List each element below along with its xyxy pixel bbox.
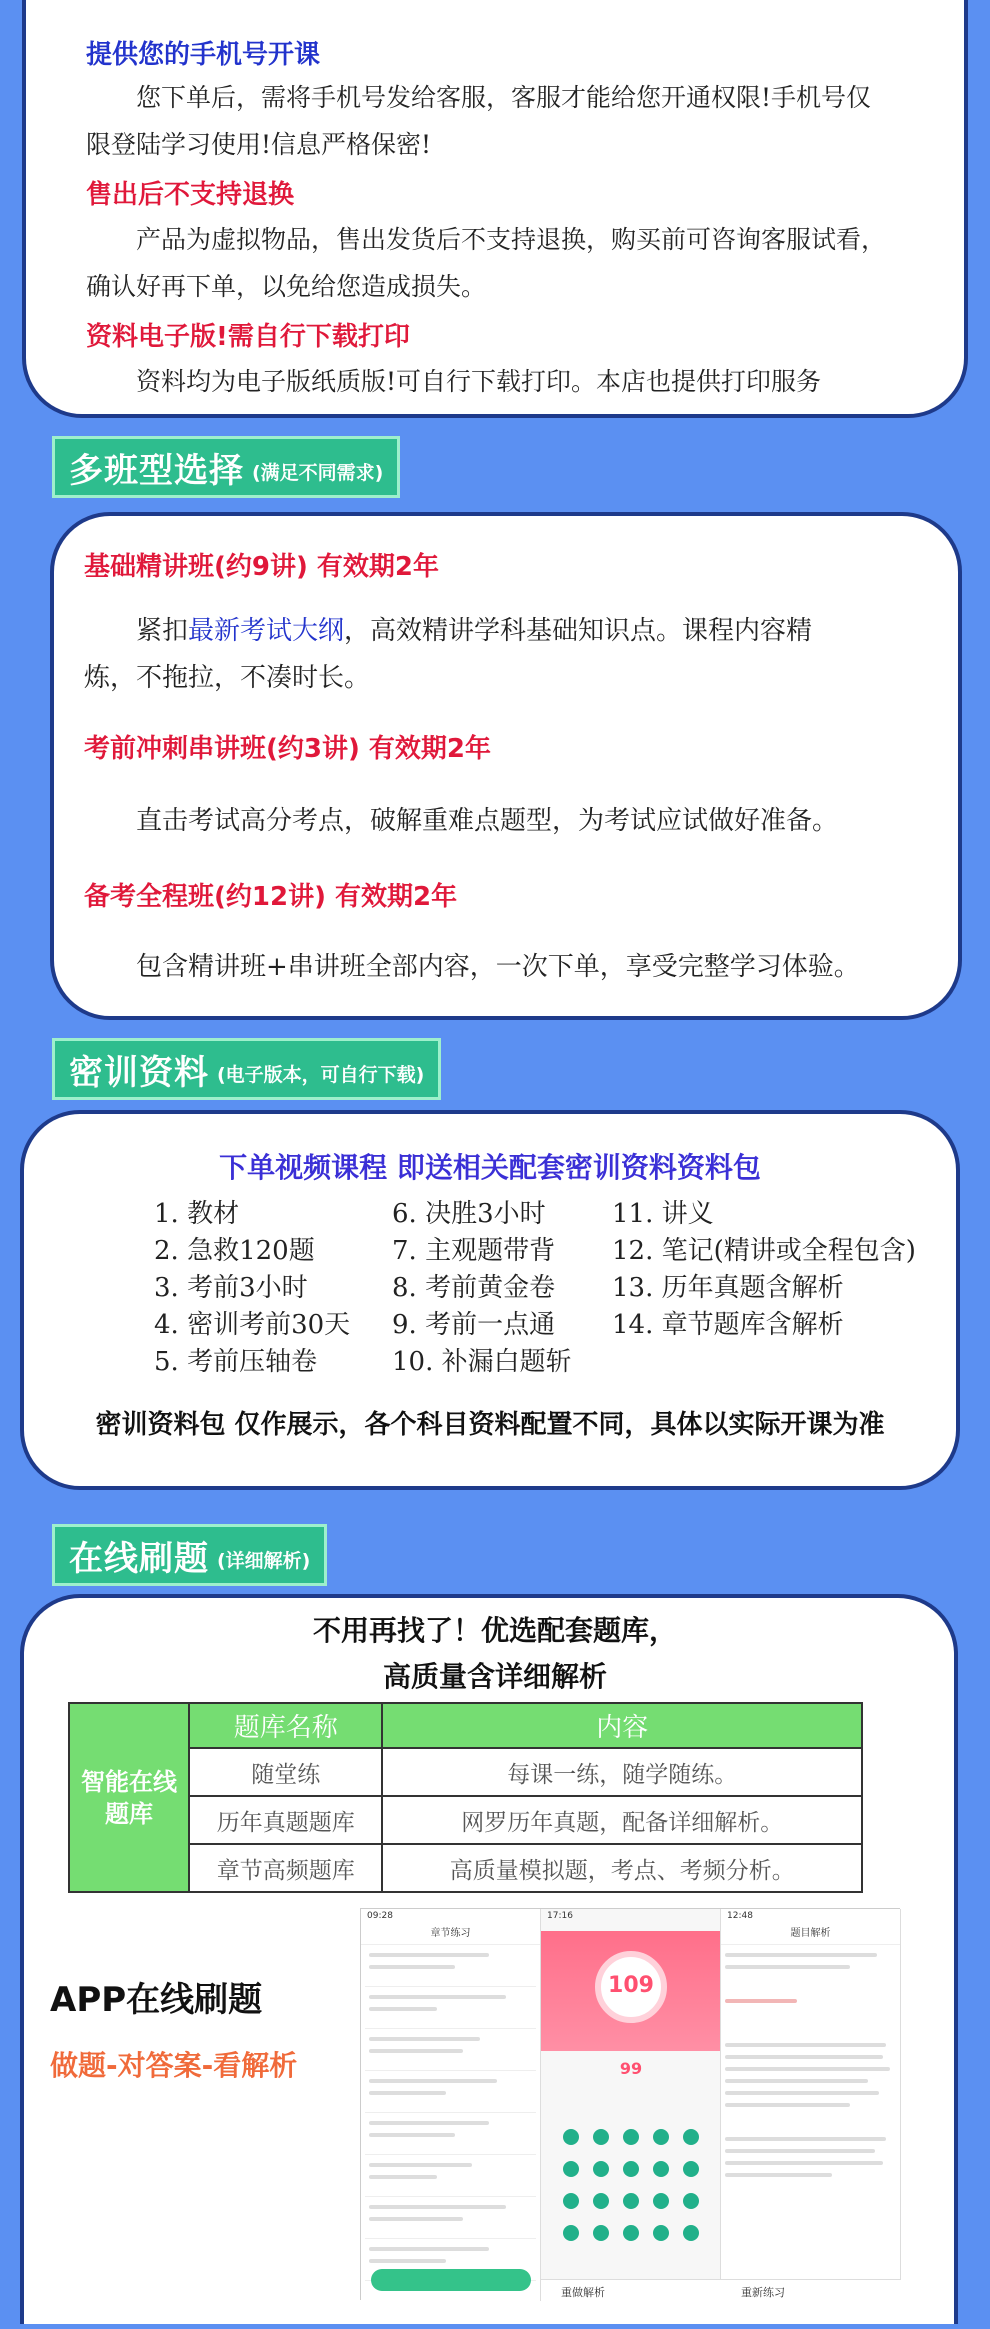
notice-text-refund-line1: 产品为虚拟物品，售出发货后不支持退换，购买前可咨询客服试看， [136,225,887,254]
table-cell-name: 章节高频题库 [189,1844,382,1892]
phone-footer-bar [541,2279,901,2301]
table-cell-content: 每课一练，随学随练。 [382,1748,862,1796]
materials-section-tag [52,1038,441,1100]
practice-headline-line2: 高质量含详细解析 [382,1660,607,1693]
materials-card [20,1110,960,1490]
classes-section-subtitle: (满足不同需求) [252,461,384,484]
material-item: 14. 章节题库含解析 [612,1310,844,1340]
phone2-time: 17:16 [547,1911,573,1921]
practice-section-tag [52,1524,327,1586]
app-subtitle: 做题-对答案-看解析 [50,2049,298,2082]
materials-col2 [392,1196,572,1381]
phone3-time: 12:48 [727,1911,753,1921]
class-basic-title: 基础精讲班(约9讲) 有效期2年 [84,552,439,582]
syllabus-link: 最新考试大纲 [188,616,345,646]
table-cell-name: 随堂练 [189,1748,382,1796]
materials-section-subtitle: (电子版本，可自行下载) [217,1063,425,1086]
material-item: 13. 历年真题含解析 [612,1273,844,1303]
table-header-name: 题库名称 [189,1703,382,1748]
retry-practice-button[interactable]: 重新练习 [741,2286,785,2299]
material-item: 8. 考前黄金卷 [392,1273,556,1303]
notice-text-phone [86,74,966,168]
materials-headline: 下单视频课程 即送相关配套密训资料资料包 [219,1151,761,1184]
score-percent: 99 [619,2059,643,2078]
table-cell-content: 高质量模拟题，考点、考频分析。 [382,1844,862,1892]
class-basic-desc [84,608,954,702]
notice-text-refund [86,216,966,310]
app-screenshots [360,1908,900,2300]
material-item: 4. 密训考前30天 [154,1310,351,1340]
notice-card [22,0,968,418]
materials-section-title: 密训资料 [69,1052,209,1093]
class-basic-desc-line2: 炼，不拖拉，不凑时长。 [84,663,371,693]
material-item: 5. 考前压轴卷 [154,1347,318,1377]
material-item: 10. 补漏白题斩 [392,1347,572,1377]
notice-text-refund-line2: 确认好再下单，以免给您造成损失。 [86,272,487,301]
notice-heading-print: 资料电子版!需自行下载打印 [86,322,410,352]
notice-heading-refund: 售出后不支持退换 [86,180,295,210]
materials-col3 [612,1196,916,1344]
material-item: 3. 考前3小时 [154,1273,308,1303]
phone-analysis [721,1909,901,2301]
notice-text-phone-line2: 限登陆学习使用!信息严格保密! [86,130,432,159]
table-side-label: 智能在线题库 [69,1703,189,1892]
phone1-title: 章节练习 [361,1923,540,1945]
material-item: 9. 考前一点通 [392,1310,556,1340]
app-title: APP在线刷题 [50,1980,263,2020]
practice-headline [0,1608,990,1700]
material-item: 6. 决胜3小时 [392,1199,546,1229]
material-item: 12. 笔记(精讲或全程包含) [612,1236,916,1266]
class-basic-desc-post: ，高效精讲学科基础知识点。课程内容精 [344,616,813,646]
notice-text-phone-line1: 您下单后，需将手机号发给客服，客服才能给您开通权限!手机号仅 [136,83,872,112]
practice-headline-line1: 不用再找了！优选配套题库， [312,1614,677,1647]
material-item: 7. 主观题带背 [392,1236,556,1266]
class-sprint-title: 考前冲刺串讲班(约3讲) 有效期2年 [84,734,491,764]
redo-analysis-button[interactable]: 重做解析 [561,2286,605,2299]
materials-footer: 密训资料包 仅作展示，各个科目资料配置不同，具体以实际开课为准 [95,1410,885,1440]
phone1-time: 09:28 [367,1911,393,1921]
phone-score [541,1909,721,2301]
class-full-title: 备考全程班(约12讲) 有效期2年 [84,882,458,912]
score-value: 109 [608,1973,654,1998]
class-basic-desc-pre: 紧扣 [136,616,189,646]
practice-section-subtitle: (详细解析) [217,1549,311,1572]
phone-chapter-practice [361,1909,541,2301]
material-item: 11. 讲义 [612,1199,714,1229]
practice-section-title: 在线刷题 [69,1538,209,1579]
question-bank-table [68,1702,863,1893]
notice-heading-phone: 提供您的手机号开课 [86,40,321,70]
classes-card [50,512,962,1020]
classes-section-title: 多班型选择 [69,450,244,491]
table-cell-name: 历年真题题库 [189,1796,382,1844]
phone1-start-button[interactable] [371,2269,531,2291]
class-full-desc: 包含精讲班+串讲班全部内容，一次下单，享受完整学习体验。 [136,952,860,982]
notice-text-print: 资料均为电子版纸质版!可自行下载打印。本店也提供打印服务 [136,367,822,396]
class-sprint-desc: 直击考试高分考点，破解重难点题型，为考试应试做好准备。 [136,806,839,836]
classes-section-tag [52,436,400,498]
phone3-title: 题目解析 [721,1923,900,1945]
material-item: 1. 教材 [154,1199,240,1229]
materials-col1 [154,1196,350,1381]
material-item: 2. 急救120题 [154,1236,315,1266]
table-cell-content: 网罗历年真题，配备详细解析。 [382,1796,862,1844]
table-header-content: 内容 [382,1703,862,1748]
